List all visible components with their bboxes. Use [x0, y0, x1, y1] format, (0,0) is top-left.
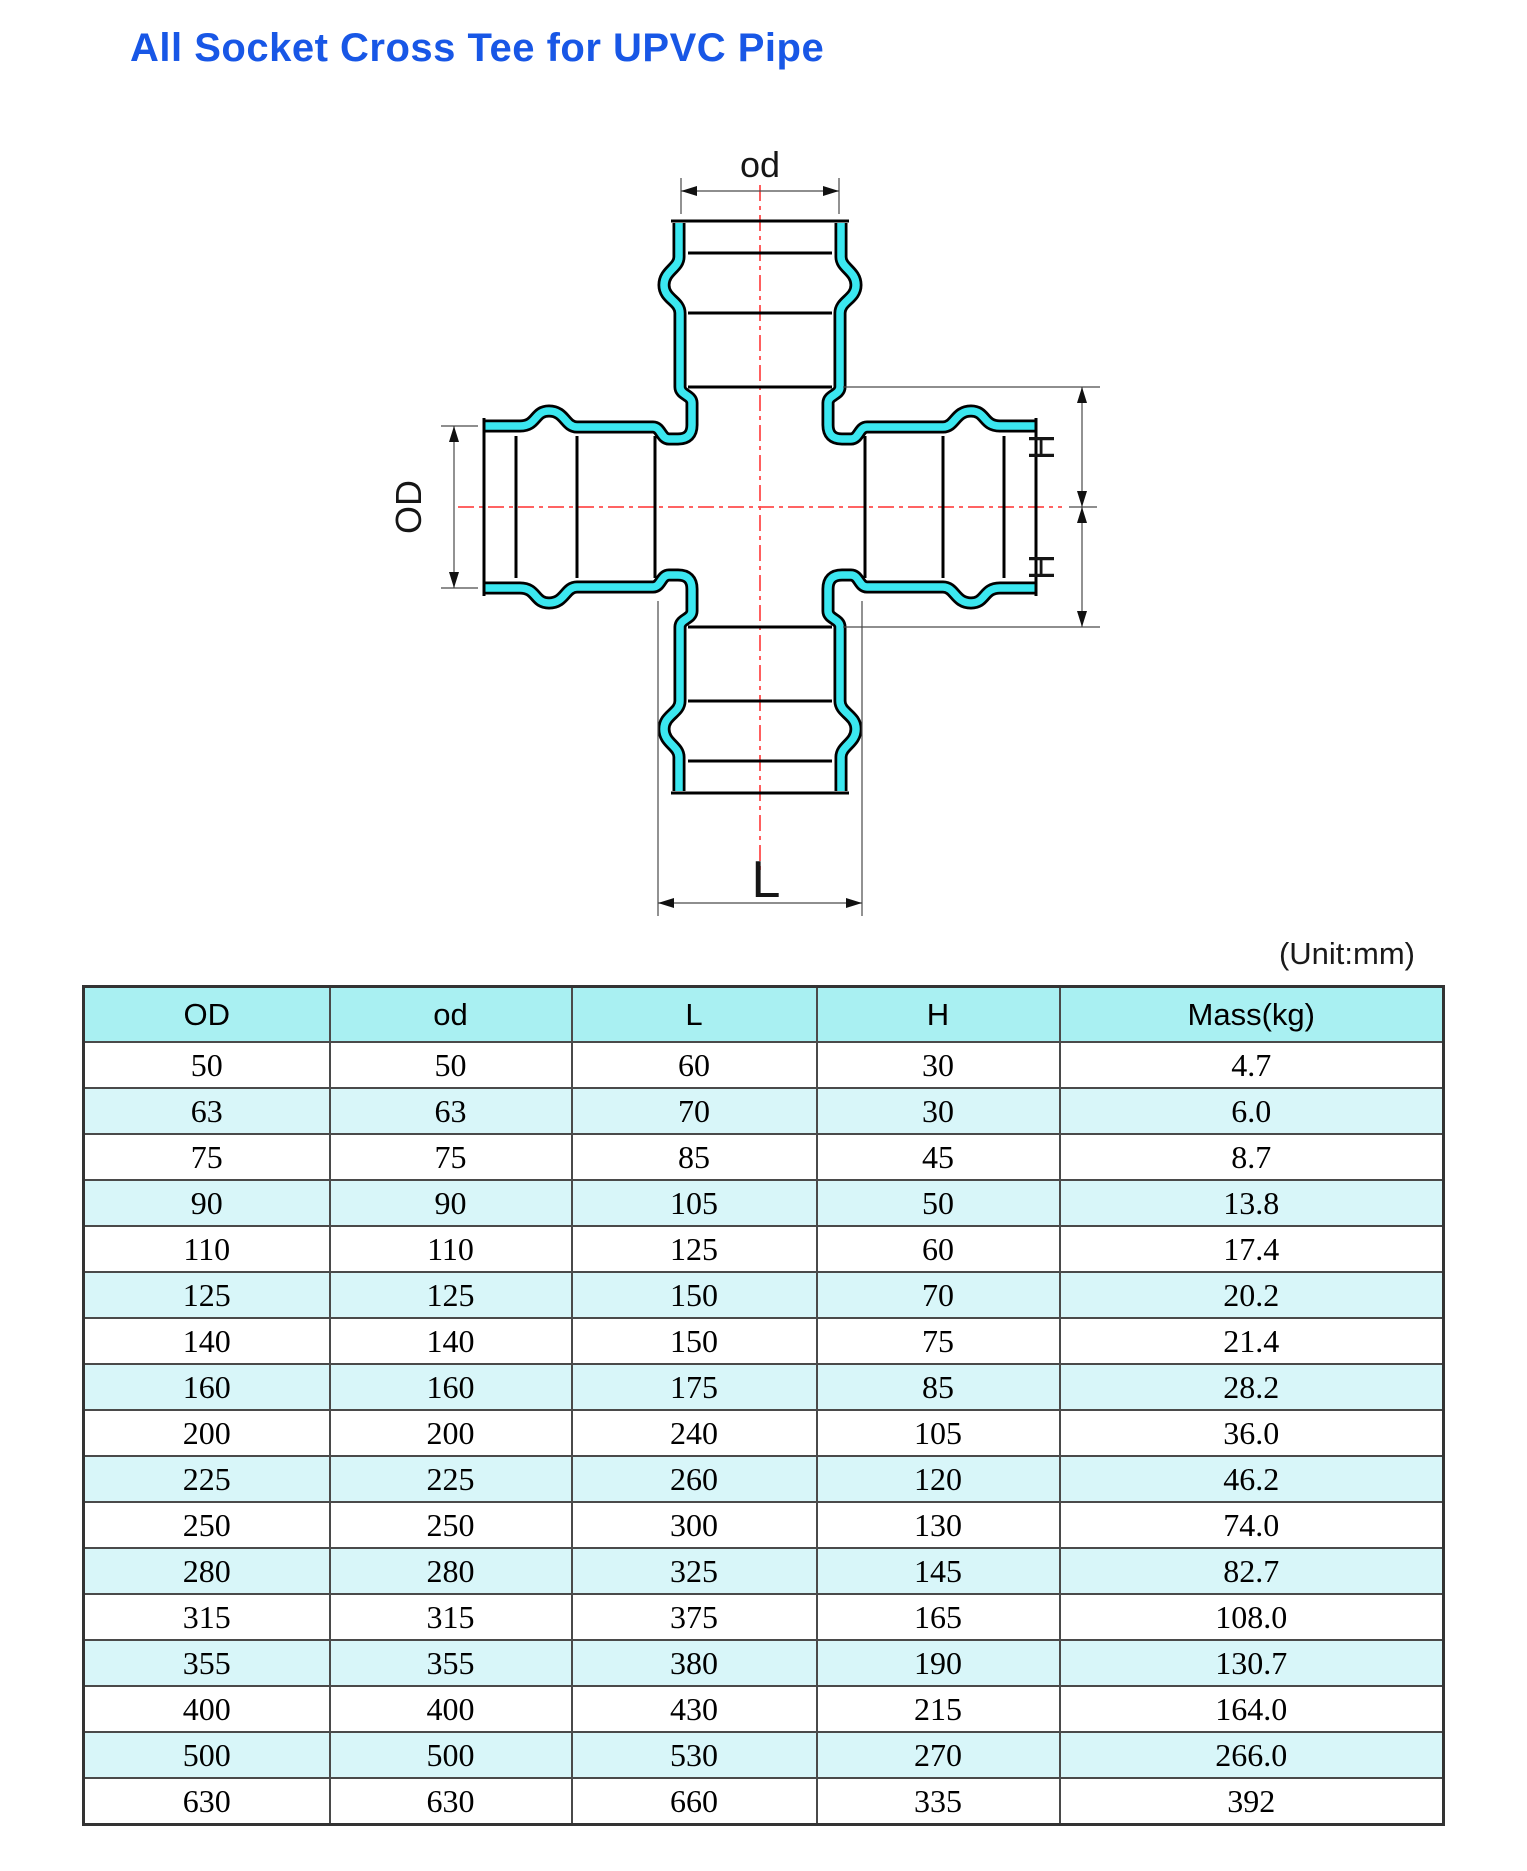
table-cell: 150	[572, 1318, 817, 1364]
table-row	[84, 1548, 1444, 1594]
table-cell: 225	[330, 1456, 572, 1502]
table-cell: 46.2	[1060, 1456, 1444, 1502]
table-cell: 50	[84, 1042, 330, 1088]
table-cell: 315	[84, 1594, 330, 1640]
table-cell: 280	[84, 1548, 330, 1594]
table-cell: 6.0	[1060, 1088, 1444, 1134]
table-cell: 4.7	[1060, 1042, 1444, 1088]
table-cell: 660	[572, 1778, 817, 1825]
spec-table-body	[84, 1042, 1444, 1825]
table-cell: 355	[330, 1640, 572, 1686]
technical-drawing	[330, 135, 1190, 935]
dim-label-OD: OD	[388, 480, 429, 534]
table-cell: 30	[817, 1088, 1060, 1134]
table-row	[84, 1272, 1444, 1318]
table-row	[84, 1502, 1444, 1548]
dim-label-H-lower: H	[1021, 554, 1062, 580]
column-header-H: H	[817, 987, 1060, 1043]
table-cell: 400	[330, 1686, 572, 1732]
table-cell: 160	[84, 1364, 330, 1410]
table-row	[84, 1594, 1444, 1640]
table-row	[84, 1364, 1444, 1410]
table-cell: 110	[84, 1226, 330, 1272]
table-header-row	[84, 987, 1444, 1043]
table-cell: 200	[84, 1410, 330, 1456]
table-cell: 150	[572, 1272, 817, 1318]
table-cell: 60	[572, 1042, 817, 1088]
table-cell: 125	[572, 1226, 817, 1272]
column-header-OD: OD	[84, 987, 330, 1043]
dimension-od	[681, 144, 839, 214]
table-cell: 380	[572, 1640, 817, 1686]
table-row	[84, 1456, 1444, 1502]
table-row	[84, 1732, 1444, 1778]
table-cell: 130	[817, 1502, 1060, 1548]
centerlines	[458, 185, 1062, 875]
table-cell: 28.2	[1060, 1364, 1444, 1410]
table-cell: 266.0	[1060, 1732, 1444, 1778]
table-cell: 63	[84, 1088, 330, 1134]
table-cell: 280	[330, 1548, 572, 1594]
table-cell: 315	[330, 1594, 572, 1640]
table-cell: 17.4	[1060, 1226, 1444, 1272]
table-cell: 45	[817, 1134, 1060, 1180]
table-cell: 108.0	[1060, 1594, 1444, 1640]
table-cell: 260	[572, 1456, 817, 1502]
table-cell: 75	[817, 1318, 1060, 1364]
table-cell: 140	[84, 1318, 330, 1364]
table-cell: 630	[84, 1778, 330, 1825]
table-row	[84, 1042, 1444, 1088]
table-cell: 335	[817, 1778, 1060, 1825]
table-row	[84, 1226, 1444, 1272]
table-cell: 225	[84, 1456, 330, 1502]
table-cell: 36.0	[1060, 1410, 1444, 1456]
table-row	[84, 1088, 1444, 1134]
table-cell: 105	[572, 1180, 817, 1226]
unit-note: (Unit:mm)	[1278, 936, 1415, 971]
table-cell: 70	[817, 1272, 1060, 1318]
table-cell: 200	[330, 1410, 572, 1456]
table-row	[84, 1778, 1444, 1825]
table-cell: 50	[330, 1042, 572, 1088]
table-cell: 90	[84, 1180, 330, 1226]
table-cell: 500	[84, 1732, 330, 1778]
table-cell: 190	[817, 1640, 1060, 1686]
table-cell: 70	[572, 1088, 817, 1134]
table-cell: 60	[817, 1226, 1060, 1272]
table-cell: 90	[330, 1180, 572, 1226]
table-cell: 392	[1060, 1778, 1444, 1825]
table-cell: 140	[330, 1318, 572, 1364]
table-cell: 250	[330, 1502, 572, 1548]
table-cell: 120	[817, 1456, 1060, 1502]
table-row	[84, 1410, 1444, 1456]
table-cell: 630	[330, 1778, 572, 1825]
table-cell: 125	[330, 1272, 572, 1318]
table-cell: 400	[84, 1686, 330, 1732]
table-cell: 50	[817, 1180, 1060, 1226]
page-title: All Socket Cross Tee for UPVC Pipe	[130, 26, 825, 70]
table-cell: 175	[572, 1364, 817, 1410]
table-cell: 110	[330, 1226, 572, 1272]
table-cell: 21.4	[1060, 1318, 1444, 1364]
table-row	[84, 1134, 1444, 1180]
table-row	[84, 1686, 1444, 1732]
table-cell: 270	[817, 1732, 1060, 1778]
table-cell: 130.7	[1060, 1640, 1444, 1686]
table-cell: 13.8	[1060, 1180, 1444, 1226]
table-cell: 75	[84, 1134, 330, 1180]
table-cell: 8.7	[1060, 1134, 1444, 1180]
table-cell: 250	[84, 1502, 330, 1548]
column-header-L: L	[572, 987, 817, 1043]
table-cell: 375	[572, 1594, 817, 1640]
table-cell: 165	[817, 1594, 1060, 1640]
dim-label-L: L	[751, 851, 781, 909]
table-cell: 85	[817, 1364, 1060, 1410]
table-cell: 145	[817, 1548, 1060, 1594]
table-cell: 300	[572, 1502, 817, 1548]
column-header-mass: Mass(kg)	[1060, 987, 1444, 1043]
table-cell: 325	[572, 1548, 817, 1594]
column-header-od: od	[330, 987, 572, 1043]
table-cell: 530	[572, 1732, 817, 1778]
table-cell: 355	[84, 1640, 330, 1686]
table-cell: 63	[330, 1088, 572, 1134]
table-cell: 125	[84, 1272, 330, 1318]
table-row	[84, 1180, 1444, 1226]
table-row	[84, 1640, 1444, 1686]
table-cell: 74.0	[1060, 1502, 1444, 1548]
table-cell: 82.7	[1060, 1548, 1444, 1594]
table-cell: 240	[572, 1410, 817, 1456]
table-cell: 75	[330, 1134, 572, 1180]
table-cell: 160	[330, 1364, 572, 1410]
table-row	[84, 1318, 1444, 1364]
table-cell: 85	[572, 1134, 817, 1180]
table-cell: 500	[330, 1732, 572, 1778]
table-cell: 105	[817, 1410, 1060, 1456]
dim-label-H-upper: H	[1021, 434, 1062, 460]
table-cell: 430	[572, 1686, 817, 1732]
table-cell: 20.2	[1060, 1272, 1444, 1318]
spec-table	[82, 985, 1445, 1826]
table-cell: 30	[817, 1042, 1060, 1088]
table-cell: 215	[817, 1686, 1060, 1732]
table-cell: 164.0	[1060, 1686, 1444, 1732]
dim-label-od: od	[739, 144, 781, 185]
